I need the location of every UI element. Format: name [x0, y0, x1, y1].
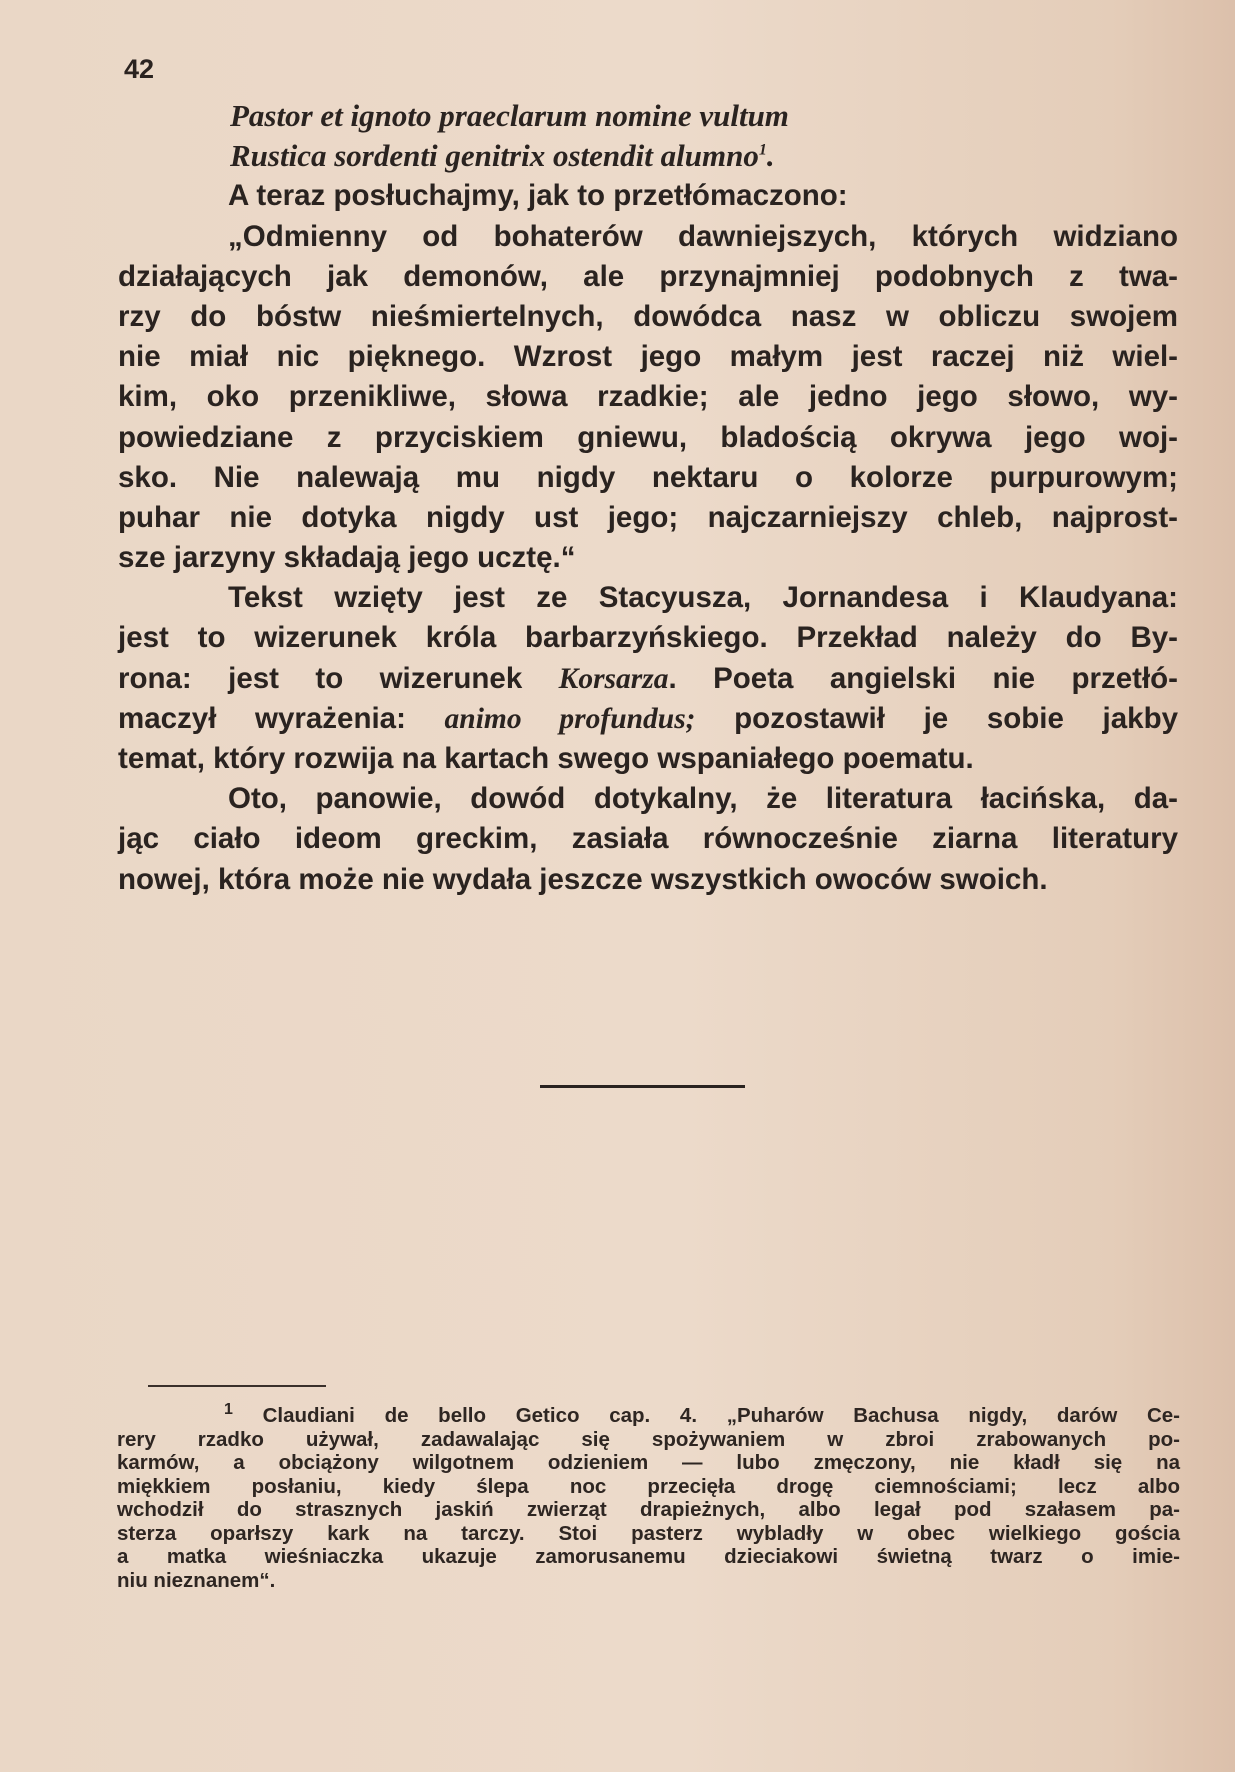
paragraph-3-line: jest to wizerunek króla barbarzyńskiego. Przekład należy do By-: [118, 621, 1178, 655]
footnote-line: rery rzadko używał, zadawalając się spożywaniem w zbroi zrabowanych po-: [117, 1427, 1180, 1451]
footnote-line: sterza oparłszy kark na tarczy. Stoi pasterz wybladły w obec wielkiego gościa: [117, 1521, 1180, 1545]
quote-line: puhar nie dotyka nigdy ust jego; najczarniejszy chleb, najprost-: [118, 500, 1178, 534]
verse-line-2: [118, 136, 1178, 176]
footnote-line: a matka wieśniaczka ukazuje zamorusanemu dzieciakowi świetną twarz o imie-: [117, 1545, 1180, 1568]
footnote-line: karmów, a obciążony wilgotnem odzieniem — lubo zmęczony, nie kładł się na: [117, 1451, 1180, 1474]
italic-korsarza: Korsarza: [558, 662, 669, 695]
verse-line-1: Pastor et ignoto praeclarum nomine vultum: [230, 98, 789, 133]
paragraph-3-line-last: temat, który rozwija na kartach swego wspaniałego poematu.: [118, 742, 974, 775]
quote-line: działających jak demonów, ale przynajmniej podobnych z twa-: [118, 259, 1178, 293]
quote-line: rzy do bóstw nieśmiertelnych, dowódca nasz w obliczu swojem: [118, 299, 1178, 333]
quote-line: powiedziane z przyciskiem gniewu, bladością okrywa jego woj-: [118, 420, 1178, 454]
paragraph-3-line: [118, 699, 1178, 739]
footnote-line: [117, 1401, 1180, 1428]
paragraph-3-line-part: . Poeta angielski nie przetłó-: [668, 661, 1178, 695]
paragraph-3-line-part: pozostawił je sobie jakby: [695, 701, 1178, 735]
footnote-divider: [148, 1385, 326, 1387]
section-divider: [540, 1085, 745, 1088]
footnote-line-last: niu nieznanem“.: [117, 1568, 276, 1592]
paragraph-1-line: A teraz posłuchajmy, jak to przetłómaczono:: [228, 179, 848, 213]
paragraph-3-line: [118, 659, 1178, 699]
verse-line-2-end: .: [766, 138, 775, 174]
footnote-mark: 1: [224, 1401, 233, 1419]
paragraph-3-line: Tekst wzięty jest ze Stacyusza, Jornandesa i Klaudyana:: [228, 581, 1178, 615]
quote-line: sko. Nie nalewają mu nigdy nektaru o kolorze purpurowym;: [118, 460, 1178, 494]
quote-line: „Odmienny od bohaterów dawniejszych, których widziano: [228, 219, 1178, 253]
page-number: 42: [124, 54, 155, 84]
paragraph-4-line: jąc ciało ideom greckim, zasiała równocześnie ziarna literatury: [118, 822, 1178, 856]
paragraph-4-line: Oto, panowie, dowód dotykalny, że literatura łacińska, da-: [228, 782, 1178, 816]
footnote-line: miękkiem posłaniu, kiedy ślepa noc przecięła drogę ciemnościami; lecz albo: [117, 1474, 1180, 1498]
quote-line: nie miał nic pięknego. Wzrost jego małym jest raczej niż wiel-: [118, 340, 1178, 374]
paragraph-3-line-part: maczył wyrażenia:: [118, 701, 445, 735]
quote-line: kim, oko przenikliwe, słowa rzadkie; ale jedno jego słowo, wy-: [118, 380, 1178, 414]
italic-animo-profundus: animo profundus;: [444, 702, 696, 735]
footnote-reference: 1: [758, 141, 767, 159]
footnote-line-text: Claudiani de bello Getico cap. 4. „Puharów Bachusa nigdy, darów Ce-: [262, 1404, 1180, 1427]
main-text: [118, 96, 1178, 900]
paragraph-3-line-part: rona: jest to wizerunek: [118, 661, 559, 695]
verse-line-2-text: Rustica sordenti genitrix ostendit alumno: [230, 138, 759, 174]
quote-line-last: sze jarzyny składają jego ucztę.“: [118, 541, 576, 575]
footnote: [117, 1401, 1180, 1592]
paragraph-4-line-last: nowej, która może nie wydała jeszcze wszystkich owoców swoich.: [118, 862, 1048, 896]
footnote-line: wchodził do strasznych jaskiń zwierząt drapieżnych, albo legał pod szałasem pa-: [117, 1498, 1180, 1521]
